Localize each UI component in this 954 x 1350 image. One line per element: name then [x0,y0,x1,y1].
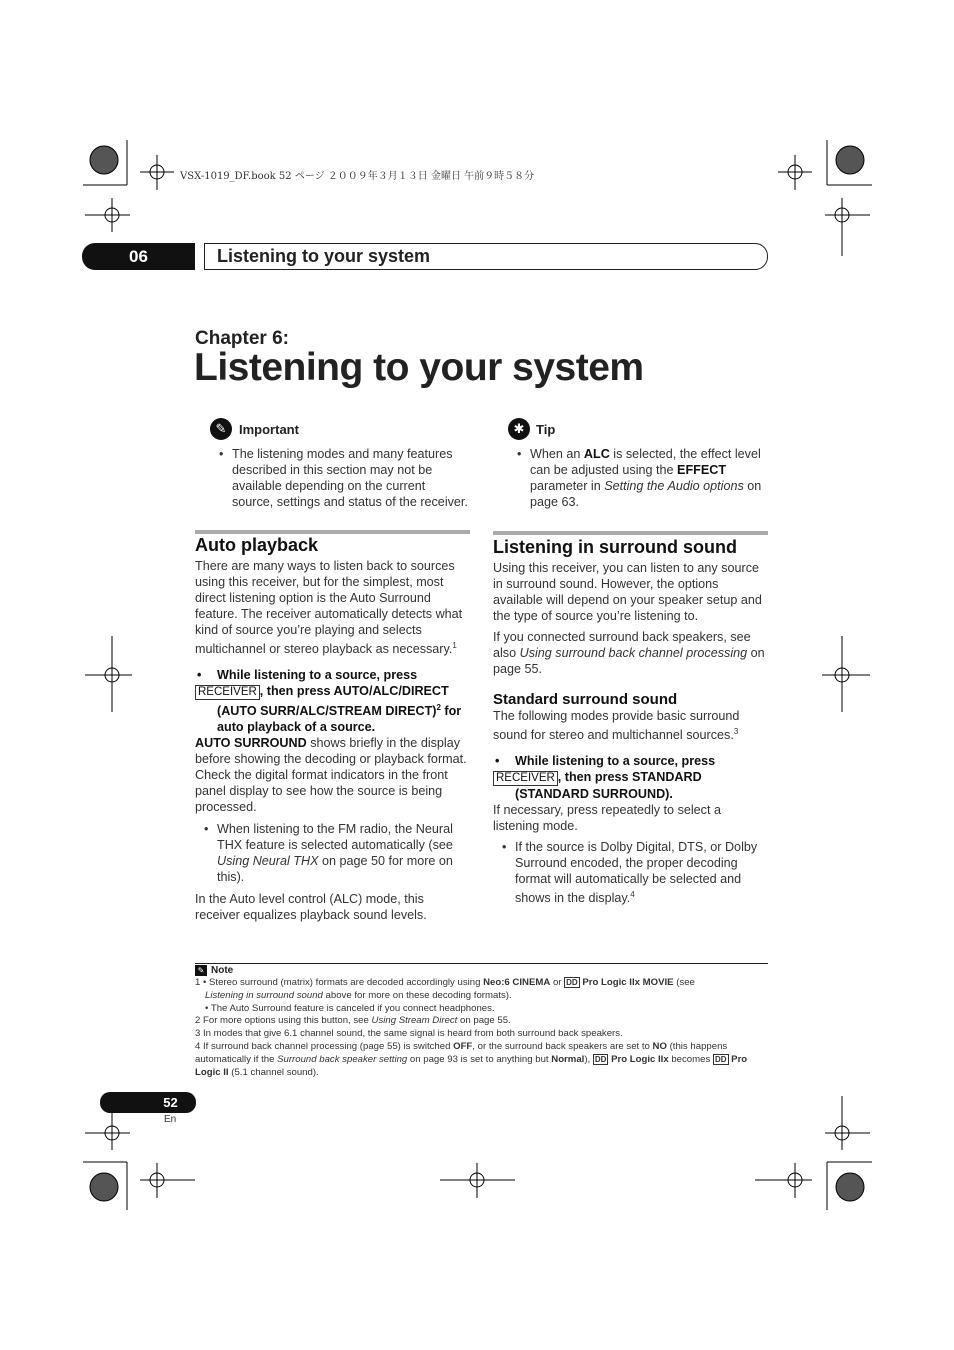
footnote-2: 2 For more options using this button, see Using Stream Direct on page 55. [195,1015,511,1027]
tip-bullet: • When an ALC is selected, the effect level can be adjusted using the EFFECT parameter in Setting the Audio options on page 63. [508,446,770,510]
registration-mark-top-left [83,140,174,232]
tip-heading: Tip [536,421,556,437]
auto-surround-desc: AUTO SURROUND shows briefly in the display before showing the decoding or playback format. Check the digital format indicators in the front panel display to see how the source is being processed. [195,736,467,815]
chapter-label: Chapter 6: [195,328,289,349]
footnote-3: 3 In modes that give 6.1 channel sound, the same signal is heard from both surround back speakers. [195,1028,623,1040]
surround-back-note: If you connected surround back speakers, see also Using surround back channel processing on page 55. [493,630,765,676]
tip-icon: ✱ [508,418,530,440]
section-rule-left [195,530,470,534]
auto-playback-step: • While listening to a source, press RECEIVER , then press AUTO/ALC/DIRECT (AUTO SURR/ALC/STREAM DIRECT)$^2$ for auto playback of a source. [195,667,471,735]
alc-mode-text: In the Auto level control (ALC) mode, this receiver equalizes playback sound levels. [195,892,427,923]
registration-mark-bottom-center [440,1163,515,1198]
standard-surround-step: • While listening to a source, press RECEIVER , then press STANDARD (STANDARD SURROUND). [493,753,769,802]
receiver-button-2: RECEIVER [493,771,558,786]
page-number: 52 [100,1092,196,1113]
registration-mark-bottom-right [755,1096,872,1210]
page-title: Listening to your system [194,346,644,389]
standard-surround-after: If necessary, press repeatedly to select a listening mode. [493,803,721,834]
important-box [210,418,470,510]
standard-surround-heading: Standard surround sound [493,691,678,708]
note-rule [195,963,768,964]
footnote-1b: • The Auto Surround feature is canceled if you connect headphones. [205,1002,495,1014]
surround-heading: Listening in surround sound [493,537,737,557]
important-icon: ✎ [210,418,232,440]
important-bullet: • The listening modes and many features described in this section may not be available depending on the current source, settings and status of the receiver. [210,446,470,510]
dolby-bullet: • If the source is Dolby Digital, DTS, or Dolby Surround encoded, the proper decoding format will automatically be selected and shows in the display.$^4$ [493,839,769,906]
auto-playback-intro: There are many ways to listen back to sources using this receiver, but for the simplest, most direct listening option is the Auto Surround feature. The receiver automatically detects what kind of source you’re playing and selects multichannel or stereo playback as necessary.$^1$ [195,559,463,657]
auto-playback-section [195,535,471,928]
surround-intro: Using this receiver, you can listen to any source in surround sound. However, the options available will depend on your speaker setup and the type of source you’re listening to. [493,561,762,623]
chapter-number-badge: 06 [82,243,195,270]
registration-mark-top-right [778,140,872,256]
note-icon: ✎ [195,965,207,976]
standard-surround-text: The following modes provide basic surround sound for stereo and multichannel sources.$^3$ [493,709,740,743]
registration-mark-mid-right [822,636,870,712]
tip-box [508,418,770,510]
registration-mark-mid-left [85,636,132,712]
footnote-1: 1 • Stereo surround (matrix) formats are decoded accordingly using Neo:6 CINEMA or DD Pro Logic IIx MOVIE (see Listening in surround sound above for more on these decoding formats). [195,977,695,1001]
receiver-button: RECEIVER [195,685,260,700]
neural-thx-bullet: • When listening to the FM radio, the Neural THX feature is selected automatically (see Using Neural THX on page 50 for more on this). [195,821,471,885]
registration-mark-bottom-left [83,1096,195,1210]
file-meta: VSX-1019_DF.book 52 ページ ２００９年３月１３日 金曜日 午前９時５８分 [180,171,535,182]
auto-playback-heading: Auto playback [195,535,319,555]
surround-section [493,537,769,911]
footnote-4: 4 If surround back channel processing (page 55) is switched OFF, or the surround back speakers are set to NO (this happens automatically if the Surround back speaker setting on page 93 is set to anything but Normal), DD Pro Logic IIx becomes DD Pro Logic II (5.1 channel sound). [195,1040,748,1078]
important-heading: Important [239,421,299,437]
note-heading: Note [211,965,234,976]
section-rule-right [493,531,768,535]
language-code: En [164,1114,177,1125]
chapter-header-title: Listening to your system [204,243,768,270]
note-block [195,965,768,1079]
